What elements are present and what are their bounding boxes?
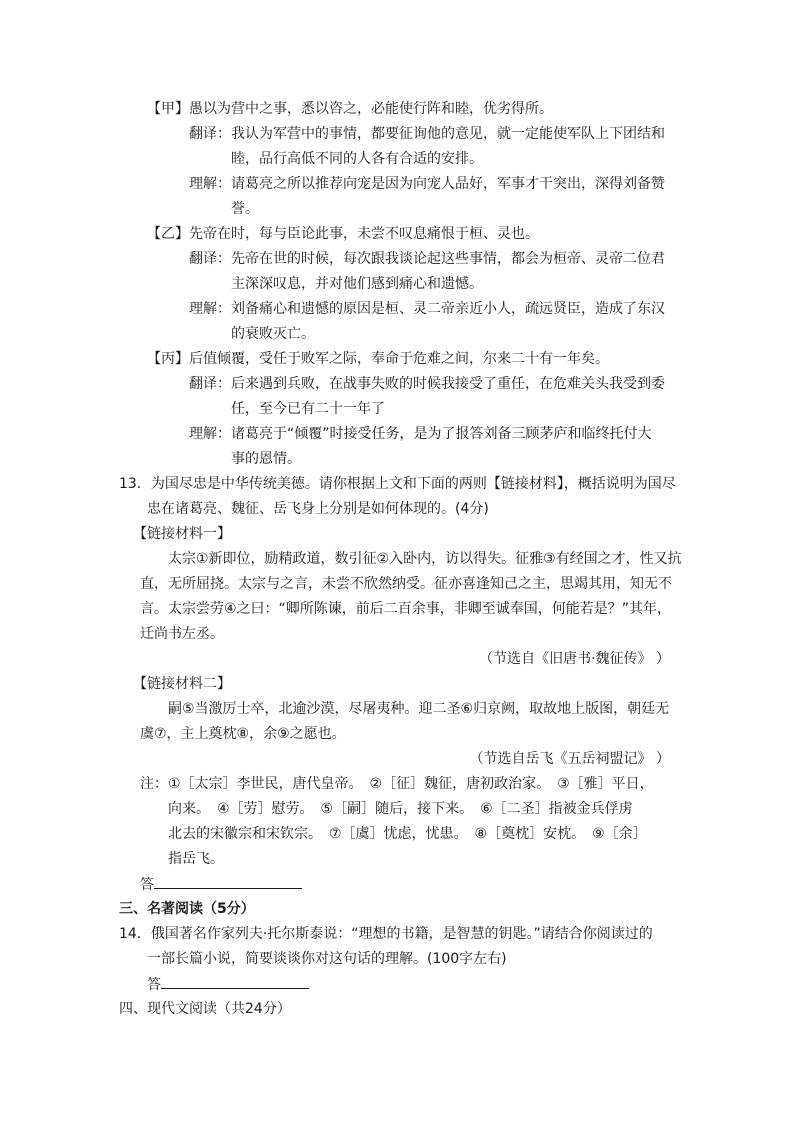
yi-understanding-line-2: 的衰败灭亡。 [231, 326, 315, 342]
yi-original: 【乙】先帝在时，每与臣论此事，未尝不叹息痛恨于桓、灵也。 [147, 226, 539, 242]
q14-answer-label: 答 [147, 977, 161, 993]
yi-translation-line-1: 翻译：先帝在世的时候，每次跟我谈论起这些事情，都会为桓帝、灵帝二位君 [189, 251, 665, 267]
material-2-title: 【链接材料二】 [133, 676, 231, 692]
bing-translation-line-1: 翻译：后来遇到兵败，在战事失败的时候我接受了重任，在危难关头我受到委 [189, 376, 665, 392]
section-3-title: 三、名著阅读（5分） [119, 901, 255, 917]
jia-understanding-line-1: 理解：请葛亮之所以推荐向宠是因为向宠人品好，军事才干突出，深得刘备赞 [189, 176, 665, 192]
bing-understanding-line-2: 事的恩情。 [231, 451, 301, 467]
notes-line-4: 指岳飞。 [168, 851, 224, 867]
notes-line-3: 北去的宋徽宗和宋钦宗。 ⑦［虞］忧虑，忧患。 ⑧［奠枕］安枕。 ⑨［余］ [168, 826, 647, 842]
q13-answer-blank[interactable] [154, 874, 302, 889]
bing-original: 【丙】后值倾覆，受任于败军之际，奉命于危难之间，尔来二十有一年矣。 [147, 351, 609, 367]
material-2-source: （节选自岳飞《五岳祠盟记》 ） [469, 751, 670, 767]
jia-original: 【甲】愚以为营中之事，悉以咨之，必能使行阵和睦，优劣得所。 [147, 101, 553, 117]
q13-answer-line [140, 874, 302, 894]
material-2-line-2: 虞⑦，主上奠枕⑧，余⑨之愿也。 [140, 726, 346, 742]
q14-answer-line [147, 974, 309, 994]
material-1-line-2: 直，无所屈挠。太宗与之言，未尝不欣然纳受。征亦喜逢知己之主，思竭其用，知无不 [140, 576, 672, 592]
material-2-line-1: 嗣⑤当激厉士卒，北逾沙漠，尽屠夷种。迎二圣⑥归京阙，取故地上版图，朝廷无 [168, 701, 670, 717]
material-1-line-4: 迁尚书左丞。 [140, 626, 224, 642]
jia-translation-line-2: 睦，品行高低不同的人各有合适的安排。 [231, 151, 483, 167]
q14-stem-line-2: 一部长篇小说，简要谈谈你对这句话的理解。(100字左右) [147, 951, 507, 967]
q14-answer-blank[interactable] [161, 974, 309, 989]
q14-stem-line-1: 14．俄国著名作家列夫·托尔斯泰说：“理想的书籍，是智慧的钥匙。”请结合你阅读过的 [119, 926, 653, 942]
q13-stem-line-2: 忠在诸葛亮、魏征、岳飞身上分别是如何体现的。(4分) [147, 501, 489, 517]
material-1-line-3: 言。太宗尝劳④之曰：“卿所陈谏，前后二百余事，非卿至诚奉国，何能若是？”其年， [140, 601, 672, 617]
material-1-line-1: 太宗①新即位，励精政道，数引征②入卧内，访以得失。征雅③有经国之才，性又抗 [168, 551, 682, 567]
q13-stem-line-1: 13．为国尽忠是中华传统美德。请你根据上文和下面的两则【链接材料】，概括说明为国尽 [119, 476, 676, 492]
jia-translation-line-1: 翻译：我认为军营中的事情，都要征询他的意见，就一定能使军队上下团结和 [189, 126, 665, 142]
material-1-source: （节选自《旧唐书·魏征传》 ） [479, 651, 670, 667]
notes-line-2: 向来。 ④［劳］慰劳。 ⑤［嗣］随后，接下来。 ⑥［二圣］指被金兵俘虏 [168, 801, 633, 817]
bing-translation-line-2: 任，至今已有二十一年了 [231, 401, 385, 417]
jia-understanding-line-2: 誉。 [231, 201, 259, 217]
yi-translation-line-2: 主深深叹息，并对他们感到痛心和遗憾。 [231, 276, 483, 292]
q13-answer-label: 答 [140, 877, 154, 893]
notes-line-1: 注：①［太宗］李世民，唐代皇帝。 ②［征］魏征，唐初政治家。 ③［雅］平日， [140, 776, 654, 792]
material-1-title: 【链接材料一】 [133, 526, 231, 542]
bing-understanding-line-1: 理解：诸葛亮于“倾覆”时接受任务，是为了报答刘备三顾茅庐和临终托付大 [189, 426, 652, 442]
section-4-title: 四、现代文阅读（共24分） [119, 1001, 291, 1017]
yi-understanding-line-1: 理解：刘备痛心和遗憾的原因是桓、灵二帝亲近小人，疏远贤臣，造成了东汉 [189, 301, 665, 317]
